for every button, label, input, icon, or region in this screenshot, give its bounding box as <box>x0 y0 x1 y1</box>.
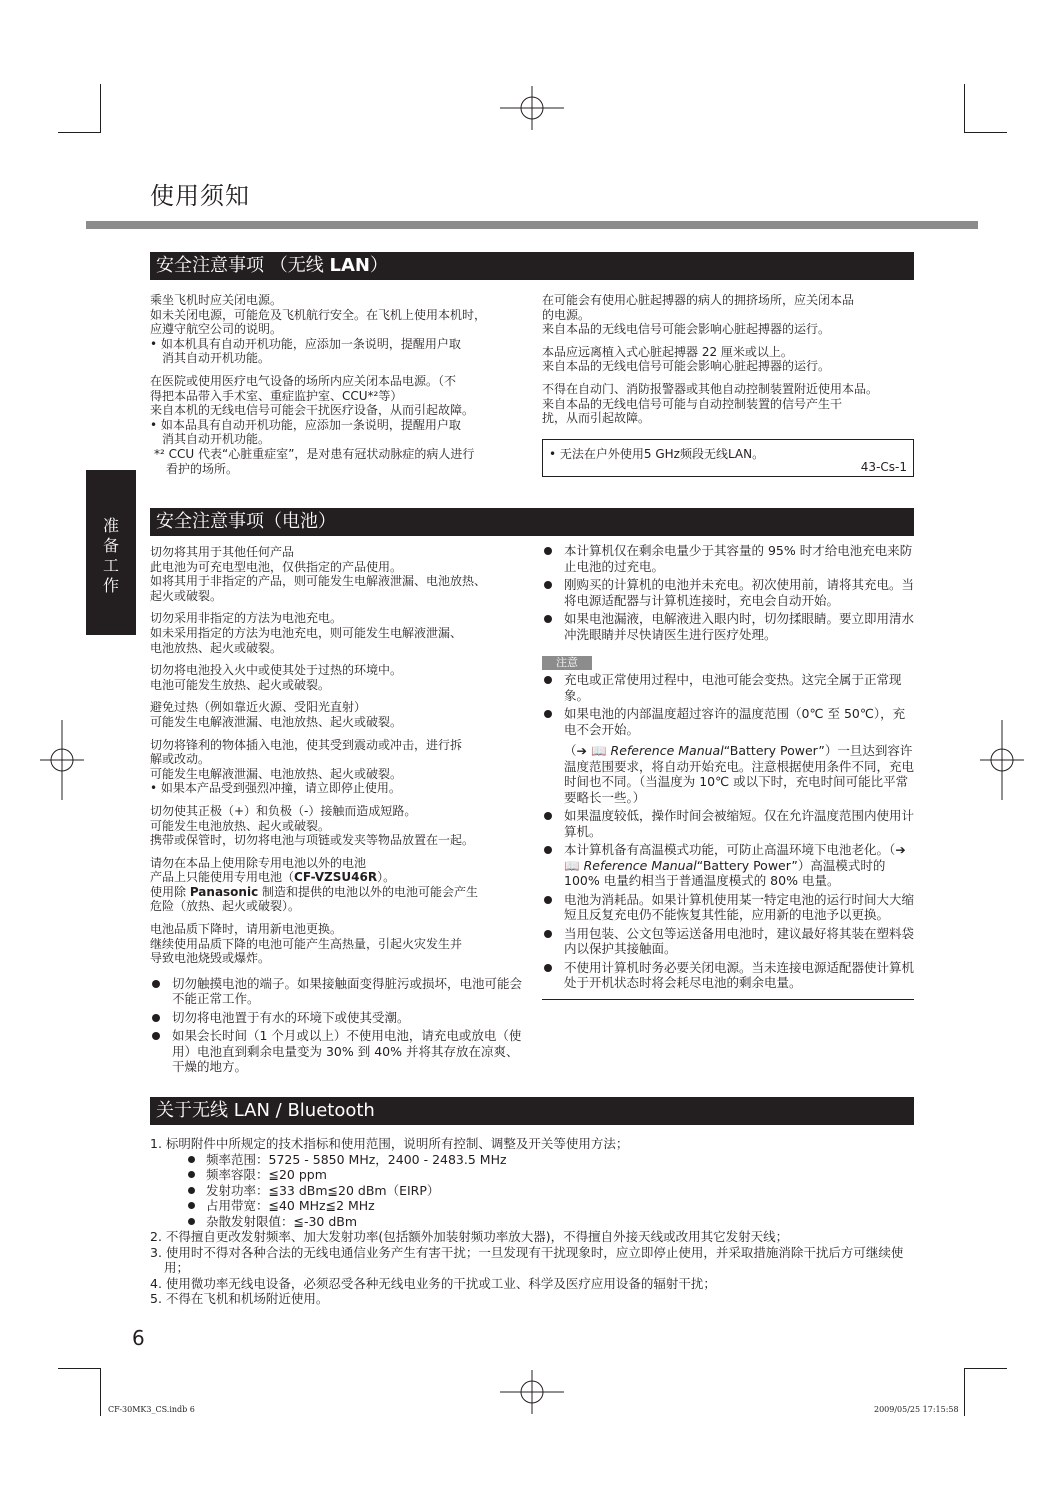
list-item: 切勿触摸电池的端子。如果接触面变得脏污或损坏，电池可能会不能正常工作。 <box>150 976 526 1007</box>
section-heading-wlan-safety: 安全注意事项 （无线 LAN） <box>150 252 914 280</box>
list-item: 3. 使用时不得对各种合法的无线电通信业务产生有害干扰；一旦发现有干扰现象时，应立即停止使用，并采取措施消除干扰后方可继续使用； <box>150 1244 904 1275</box>
list-item: 不使用计算机时务必要关闭电源。当未连接电源适配器使计算机处于开机状态时将会耗尽电池的剩余电量。 <box>542 960 914 991</box>
list-item: 本计算机备有高温模式功能，可防止高温环境下电池老化。（➔ 📖 Reference Manual“Battery Power”）高温模式时的 100% 电量约相当于普通温度模式的 80% 电量。 <box>542 842 914 889</box>
list-item: 电池为消耗品。如果计算机使用某一特定电池的运行时间大大缩短且反复充电仍不能恢复其性能，应用新的电池予以更换。 <box>542 892 914 923</box>
battery-right-list <box>542 543 914 642</box>
notice-list <box>542 672 914 991</box>
wlan-right-column: 在可能会有使用心脏起搏器的病人的拥挤场所，应关闭本品 的电源。 来自本品的无线电信号可能会影响心脏起搏器的运行。 本品应远离植入式心脏起搏器 22 厘米或以上。 来自本品的无线电信号可能会影响心脏起搏器的运行。 不得在自动门、消防报警器或其他自动控制装置附近使用本品。 来自本品的无线电信号可能与自动控制装置的信号产生干 扰，从而引起故障。 <box>542 293 879 426</box>
footer-timestamp: 2009/05/25 17:15:58 <box>874 1405 959 1414</box>
list-item: 本计算机仅在剩余电量少于其容量的 95% 时才给电池充电来防止电池的过充电。 <box>542 543 914 574</box>
wireless-bt-list-container <box>150 1136 920 1307</box>
list-item: 如果会长时间（1 个月或以上）不使用电池，请充电或放电（使用）电池直到剩余电量变为 30% 到 40% 并将其存放在凉爽、干燥的地方。 <box>150 1028 526 1075</box>
list-item: 频率范围：5725 - 5850 MHz，2400 - 2483.5 MHz <box>186 1152 920 1168</box>
list-item: 杂散发射限值：≦-30 dBm <box>186 1214 920 1230</box>
footer-filename: CF-30MK3_CS.indb 6 <box>108 1405 195 1414</box>
battery-notice-column <box>542 672 914 1000</box>
list-item: 发射功率：≦33 dBm≦20 dBm（EIRP） <box>186 1183 920 1199</box>
side-tab-preparation: 准 备 工 作 <box>86 470 136 635</box>
list-item: 5. 不得在飞机和机场附近使用。 <box>150 1291 329 1306</box>
page-number: 6 <box>132 1326 145 1350</box>
list-item: 如果电池的内部温度超过容许的温度范围（0℃ 至 50℃），充电不会开始。 （➔ 📖 Reference Manual“Battery Power”）一旦达到容许温度范围要求，将自动开始充电。注意根据使用条件不同，充电时间也不同。（当温度为 10℃ 或以下时，充电时间可能比平常要略长一些。） <box>542 706 914 805</box>
list-item: 4. 使用微功率无线电设备，必须忍受各种无线电业务的干扰或工业、科学及医疗应用设备的辐射干扰； <box>150 1275 716 1291</box>
list-item: 如果电池漏液，电解液进入眼内时，切勿揉眼睛。要立即用清水冲洗眼睛并尽快请医生进行医疗处理。 <box>542 611 914 642</box>
battery-left-column: 切勿将其用于其他任何产品 此电池为可充电型电池，仅供指定的产品使用。 如将其用于非指定的产品，则可能发生电解液泄漏、电池放热、 起火或破裂。 切勿采用非指定的方法为电池充电。 如未采用指定的方法为电池充电，则可能发生电解液泄漏、 电池放热、起火或破裂。 切勿将电池投入火中或使其处于过热的环境中。 电池可能发生放热、起火或破裂。 避免过热（例如靠近火源、受阳光直射） 可能发生电解液泄漏、电池放热、起火或破裂。 切勿将锋利的物体插入电池，使其受到震动或冲击，进行拆 解或改动。 可能发生电解液泄漏、电池放热、起火或破裂。 • 如果本产品受到强烈冲撞，请立即停止使用。 切勿使其正极（+）和负极（-）接触而造成短路。 可能发生电池放热、起火或破裂。 携带或保管时，切勿将电池与项链或发夹等物品放置在一起。 请勿在本品上使用除专用电池以外的电池 产品上只能使用专用电池（CF-VZSU46R）。 使用除 Panasonic 制造和提供的电池以外的电池可能会产生 危险（放热、起火或破裂）。 电池品质下降时，请用新电池更换。 继续使用品质下降的电池可能产生高热量，引起火灾发生并 导致电池烧毁或爆炸。 切勿触摸电池的端子。如果接触面变得脏污或损坏，电池可能会不能正常工作。 切勿将电池置于有水的环境下或使其受潮。 如果会长时间（1 个月或以上）不使用电池，请充电或放电（使用）电池直到剩余电量变为 30% 到 40% 并将其存放在凉爽、干燥的地方。 <box>150 545 526 1078</box>
list-item: 如果温度较低，操作时间会被缩短。仅在允许温度范围内使用计算机。 <box>542 808 914 839</box>
list-item: 刚购买的计算机的电池并未充电。初次使用前，请将其充电。当将电源适配器与计算机连接时，充电会自动开始。 <box>542 577 914 608</box>
list-item: 1. 标明附件中所规定的技术指标和使用范围，说明所有控制、调整及开关等使用方法； 频率范围：5725 - 5850 MHz，2400 - 2483.5 MHz 频率容限：≦20 ppm 发射功率：≦33 dBm≦20 dBm（EIRP） 占用带宽：≦40 MHz≦2 MHz 杂散发射限值：≦-30 dBm <box>150 1136 920 1229</box>
book-icon: 📖 <box>564 857 580 873</box>
battery-left-list <box>150 976 526 1075</box>
spec-list <box>164 1152 920 1230</box>
page-title: 使用须知 <box>150 182 250 210</box>
title-rule <box>86 221 978 229</box>
outdoor-5ghz-notice-box <box>542 439 914 477</box>
section-heading-wireless-bt: 关于无线 LAN / Bluetooth <box>150 1097 914 1125</box>
battery-right-column <box>542 543 914 645</box>
list-item: 充电或正常使用过程中，电池可能会变热。这完全属于正常现象。 <box>542 672 914 703</box>
list-item: 频率容限：≦20 ppm <box>186 1167 920 1183</box>
regulatory-code: 43-Cs-1 <box>860 460 907 474</box>
wireless-bt-list <box>150 1136 920 1307</box>
wlan-left-column: 乘坐飞机时应关闭电源。 如未关闭电源，可能危及飞机航行安全。在飞机上使用本机时， 应遵守航空公司的说明。 • 如本机具有自动开机功能，应添加一条说明，提醒用户取 消其自动开机功能。 在医院或使用医疗电气设备的场所内应关闭本品电源。（不 得把本品带入手术室、重症监护室、CCU*²等） 来自本机的无线电信号可能会干扰医疗设备，从而引起故障。 • 如本品具有自动开机功能，应添加一条说明，提醒用户取 消其自动开机功能。 *² CCU 代表“心脏重症室”，是对患有冠状动脉症的病人进行 看护的场所。 <box>150 293 487 476</box>
section-heading-battery-safety: 安全注意事项（电池） <box>150 508 914 536</box>
outdoor-5ghz-notice: • 无法在户外使用5 GHz频段无线LAN。 <box>549 447 765 461</box>
list-item: 2. 不得擅自更改发射频率、加大发射功率(包括额外加装射频功率放大器)，不得擅自外接天线或改用其它发射天线； <box>150 1229 789 1244</box>
list-item: 占用带宽：≦40 MHz≦2 MHz <box>186 1198 920 1214</box>
divider <box>542 999 914 1000</box>
list-item: 切勿将电池置于有水的环境下或使其受潮。 <box>150 1010 526 1026</box>
notice-label: 注意 <box>542 656 592 670</box>
list-item: 当用包装、公文包等运送备用电池时，建议最好将其装在塑料袋内以保护其接触面。 <box>542 926 914 957</box>
book-icon: 📖 <box>590 743 607 758</box>
